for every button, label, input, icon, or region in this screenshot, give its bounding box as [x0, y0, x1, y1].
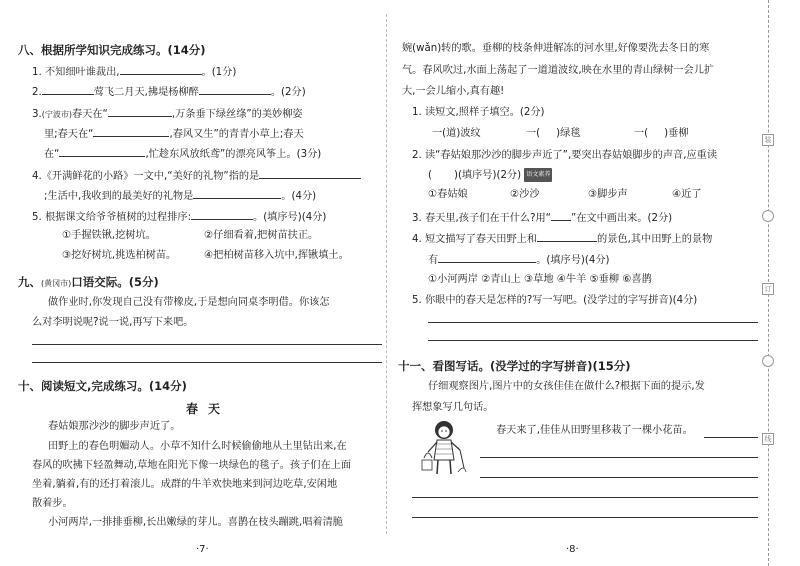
passage-title: 春天	[186, 402, 231, 416]
right-page	[398, 0, 778, 566]
girl-planting-illustration	[420, 418, 468, 480]
question-10-2-answer: ( )(填序号)(2分) 语文素养	[428, 170, 551, 181]
passage-line: 田野上的春色明媚动人。小草不知什么时候偷偷地从土里钻出来,在	[48, 441, 347, 452]
option-2: ②仔细看着,把树苗扶正。	[204, 230, 319, 241]
answer-blank[interactable]	[199, 84, 271, 95]
question-8-1: 1. 不知细叶谁裁出, 。(1分)	[32, 64, 236, 80]
question-8-2: 2. 莺飞二月天,拂堤杨柳醉 。(2分)	[32, 84, 306, 100]
question-10-5: 5. 你眼中的春天是怎样的?写一写吧。(没学过的字写拼音)(4分)	[412, 295, 698, 306]
answer-blank[interactable]	[108, 106, 172, 117]
option-1: ①手握铁锹,挖树坑。	[62, 230, 156, 241]
option-3: ③脚步声	[588, 189, 628, 200]
option-3: ③挖好树坑,挑选柏树苗。	[62, 250, 177, 261]
section-11-title: 十一、看图写话。(没学过的字写拼音)(15分)	[398, 359, 631, 373]
question-8-5: 5. 根据课文给爷爷植树的过程排序: 。(填序号)(4分)	[32, 209, 326, 225]
answer-blank[interactable]	[259, 168, 361, 179]
question-10-4-line2: 有 。(填序号)(4分)	[428, 252, 610, 268]
writing-line[interactable]	[412, 497, 758, 498]
page-number: ·7·	[196, 544, 209, 555]
binding-mark: 线	[762, 433, 774, 445]
writing-line[interactable]	[480, 477, 758, 478]
passage-line: 大,一会儿缩小,真有趣!	[402, 86, 505, 97]
example-phrase: 一(道)波纹	[432, 128, 481, 139]
fill-phrase: 一( )垂柳	[634, 128, 689, 139]
answer-blank[interactable]	[537, 231, 597, 242]
section-11-prompt-line1: 仔细观察图片,图片中的女孩佳佳在做什么?根据下面的提示,发	[428, 381, 705, 392]
section-9-prompt-line2: 么对李明说呢?说一说,再写下来吧。	[32, 317, 194, 328]
answer-blank[interactable]	[438, 252, 536, 263]
section-8-title: 八、根据所学知识完成练习。(14分)	[18, 43, 206, 57]
wavy-line-symbol	[551, 210, 571, 221]
question-8-4-line1: 4.《开满鲜花的小路》一文中,“美好的礼物”指的是	[32, 168, 361, 184]
binding-mark: 装	[762, 134, 774, 146]
answer-blank[interactable]	[59, 146, 145, 157]
writing-starter: 春天来了,佳佳从田野里移栽了一棵小花苗。	[496, 425, 693, 436]
option-4: ④近了	[672, 189, 702, 200]
question-8-3-line1: 3.(宁波市)春天在“ ,万条垂下绿丝绦”的美妙柳姿	[32, 106, 303, 122]
answer-blank[interactable]	[120, 64, 202, 75]
passage-line: 坐着,躺着,有的还打着滚儿。成群的牛羊欢快地来到河边吃草,安闲地	[32, 479, 338, 490]
section-10-title: 十、阅读短文,完成练习。(14分)	[18, 379, 187, 393]
section-9-title: 九、(黄冈市)口语交际。(5分)	[18, 275, 159, 289]
writing-line[interactable]	[704, 437, 758, 438]
question-8-3-line3: 在“ ,忙趁东风放纸鸢”的漂亮风筝上。(3分)	[44, 146, 321, 162]
passage-line: 小河两岸,一排排垂柳,长出嫩绿的芽儿。喜鹊在枝头蹦跳,唱着清脆	[48, 517, 343, 528]
page-number: ·8·	[566, 544, 579, 555]
writing-line[interactable]	[428, 340, 758, 341]
writing-line[interactable]	[32, 344, 382, 345]
option-4: ④把柏树苗移入坑中,挥锹填土。	[204, 250, 349, 261]
binding-mark: 订	[762, 283, 774, 295]
question-10-2: 2. 读“春姑娘那沙沙的脚步声近了”,要突出春姑娘脚步的声音,应重读	[412, 150, 718, 161]
writing-line[interactable]	[32, 362, 382, 363]
passage-line: 散着步。	[32, 498, 73, 509]
passage-line: 气。春风吹过,水面上荡起了一道道波纹,映在水里的青山绿树一会儿扩	[402, 65, 715, 76]
question-10-1: 1. 读短文,照样子填空。(2分)	[412, 107, 545, 118]
answer-blank[interactable]	[93, 126, 169, 137]
literacy-badge: 语文素养	[524, 168, 552, 182]
passage-line: 春风的吹拂下轻盈舞动,草地在阳光下像一块绿色的毯子。孩子们在上面	[32, 460, 352, 471]
fill-phrase: 一( )绿毯	[526, 128, 581, 139]
writing-line[interactable]	[412, 517, 758, 518]
section-11-prompt-line2: 挥想象写几句话。	[412, 402, 494, 413]
left-page	[18, 0, 398, 566]
question-8-3-line2: 里;春天在“ ,春风又生”的青青小草上;春天	[44, 126, 304, 142]
writing-line[interactable]	[428, 322, 758, 323]
question-10-4: 4. 短文描写了春天田野上和 的景色,其中田野上的景物	[412, 231, 712, 247]
passage-line: 春姑娘那沙沙的脚步声近了。	[48, 421, 181, 432]
passage-line: 婉(wǎn)转的歌。垂柳的枝条伸进解冻的河水里,好像要洗去冬日的寒	[402, 43, 710, 54]
answer-blank[interactable]	[42, 84, 94, 95]
section-9-prompt-line1: 做作业时,你发现自己没有带橡皮,于是想向同桌李明借。你该怎	[48, 297, 330, 308]
question-10-4-options: ①小河两岸 ②青山上 ③草地 ④牛羊 ⑤垂柳 ⑥喜鹊	[428, 274, 652, 285]
question-10-3: 3. 春天里,孩子们在干什么?用“ ”在文中画出来。(2分)	[412, 210, 672, 226]
question-8-4-line2: ;生活中,我收到的最美好的礼物是 。(4分)	[44, 188, 316, 204]
answer-blank[interactable]	[191, 209, 253, 220]
writing-line[interactable]	[480, 457, 758, 458]
option-2: ②沙沙	[510, 189, 540, 200]
option-1: ①春姑娘	[428, 189, 468, 200]
answer-blank[interactable]	[193, 188, 281, 199]
